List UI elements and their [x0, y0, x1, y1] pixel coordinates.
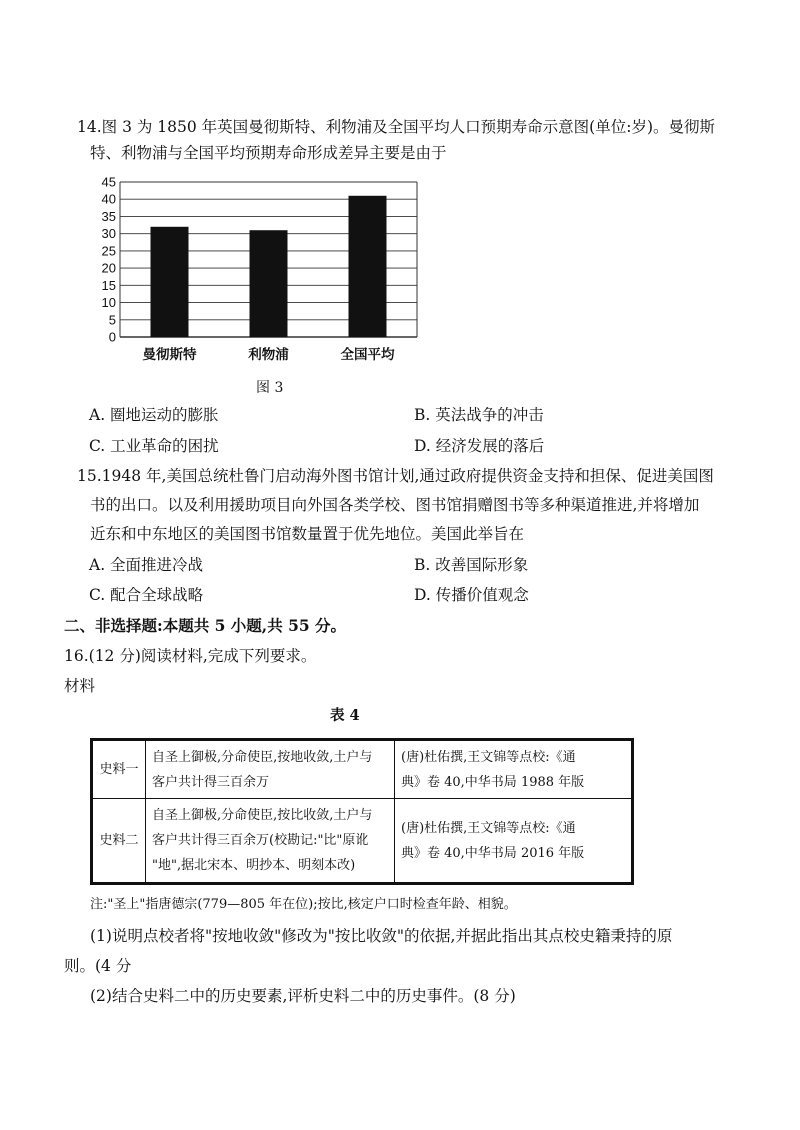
y-tick-label: 10	[101, 295, 116, 311]
table-row-label: 史料二	[93, 799, 146, 883]
y-tick-label: 45	[101, 174, 116, 190]
table-note: 注:"圣上"指唐德宗(779—805 年在位);按比,核定户口时检查年龄、相貌。	[90, 897, 517, 912]
q14-stem-line1: 14.图 3 为 1850 年英国曼彻斯特、利物浦及全国平均人口预期寿命示意图(单位:岁)。曼彻斯	[77, 118, 715, 136]
y-tick-label: 5	[108, 312, 116, 328]
chart-category-labels	[143, 346, 395, 363]
source-table	[90, 738, 634, 885]
table-row-label: 史料一	[93, 741, 146, 799]
table-source-line: 典》卷 40,中华书局 1988 年版	[401, 774, 585, 790]
table-source-line: (唐)杜佑撰,王文锦等点校:《通	[401, 749, 576, 765]
table-row-source	[395, 741, 632, 799]
y-tick-label: 0	[108, 329, 116, 345]
bar	[349, 196, 387, 337]
q15-stem-line2: 书的出口。以及利用援助项目向外国各类学校、图书馆捐赠图书等多种渠道推进,并将增加	[90, 496, 700, 514]
table-text-line: 客户共计得三百余万(校勘记:"比"原讹	[152, 833, 369, 848]
material-label: 材料	[64, 677, 96, 695]
table-text-line: "地",据北宋本、明抄本、明刻本改)	[152, 858, 356, 873]
y-tick-label: 20	[101, 260, 116, 276]
x-category-label: 曼彻斯特	[142, 347, 197, 363]
q14-stem-line2: 特、利物浦与全国平均预期寿命形成差异主要是由于	[90, 144, 447, 162]
table-row	[93, 741, 632, 799]
q14-option-b: B. 英法战争的冲击	[414, 406, 544, 424]
q16-requirement-2: (2)结合史料二中的历史要素,评析史料二中的历史事件。(8 分)	[90, 987, 516, 1005]
table-row	[93, 799, 632, 883]
x-category-label: 利物浦	[248, 347, 289, 363]
x-category-label: 全国平均	[340, 347, 395, 363]
q15-stem-line3: 近东和中东地区的美国图书馆数量置于优先地位。美国此举旨在	[90, 525, 525, 543]
q15-option-b: B. 改善国际形象	[414, 556, 529, 574]
life-expectancy-bar-chart	[92, 174, 432, 374]
table-text-line: 自圣上御极,分命使臣,按比收敛,土户与	[152, 808, 373, 823]
y-tick-label: 40	[101, 191, 116, 207]
q14-option-a: A. 圈地运动的膨胀	[89, 406, 219, 424]
table-source-line: (唐)杜佑撰,王文锦等点校:《通	[401, 820, 576, 836]
q15-option-d: D. 传播价值观念	[414, 586, 529, 604]
table-row-text	[146, 741, 395, 799]
y-tick-label: 35	[101, 208, 116, 224]
y-tick-label: 25	[101, 243, 116, 259]
q16-stem: 16.(12 分)阅读材料,完成下列要求。	[64, 647, 317, 665]
q15-stem-line1: 15.1948 年,美国总统杜鲁门启动海外图书馆计划,通过政府提供资金支持和担保、促进美国图	[77, 467, 714, 485]
section-heading: 二、非选择题:本题共 5 小题,共 55 分。	[64, 616, 347, 635]
q16-requirement-1-line1: (1)说明点校者将"按地收敛"修改为"按比收敛"的依据,并据此指出其点校史籍秉持的原	[90, 927, 673, 945]
table-text-line: 自圣上御极,分命使臣,按地收敛,土户与	[152, 749, 373, 765]
table-source-line: 典》卷 40,中华书局 2016 年版	[401, 845, 585, 861]
q14-option-c: C. 工业革命的困扰	[89, 437, 219, 455]
table-row-text	[146, 799, 395, 883]
chart-bars	[151, 196, 387, 337]
y-tick-label: 30	[101, 226, 116, 242]
bar	[250, 230, 288, 337]
q16-requirement-1-line2: 则。(4 分	[64, 957, 132, 975]
chart-y-tick-labels	[102, 175, 116, 345]
q15-option-c: C. 配合全球战略	[89, 586, 204, 604]
q14-option-d: D. 经济发展的落后	[414, 437, 545, 455]
bar	[151, 227, 189, 337]
y-tick-label: 15	[101, 277, 116, 293]
table-text-line: 客户共计得三百余万	[152, 774, 270, 790]
q15-option-a: A. 全面推进冷战	[89, 556, 204, 574]
figure-caption: 图 3	[256, 380, 284, 396]
table-title: 表 4	[330, 707, 360, 724]
table-row-source	[395, 799, 632, 883]
